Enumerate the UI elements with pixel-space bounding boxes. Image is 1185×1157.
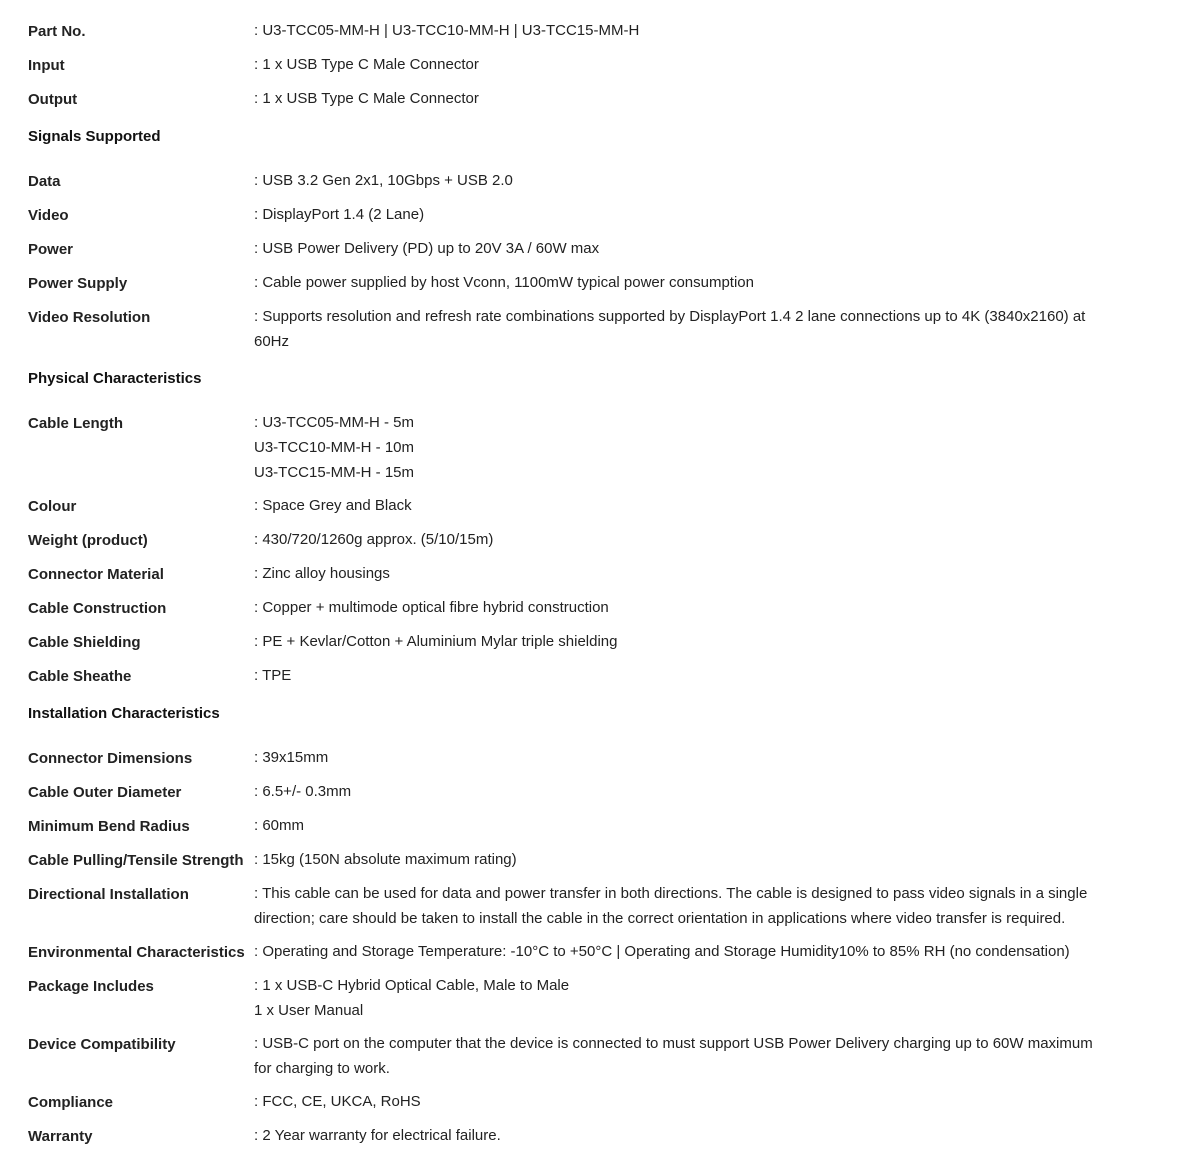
spec-value-line: : USB-C port on the computer that the device is connected to must support USB Power Delivery charging up to 60W maximum (254, 1035, 1093, 1052)
spec-row-compliance (28, 1089, 1148, 1123)
spec-label: Output (28, 91, 78, 108)
spec-label: Part No. (28, 23, 86, 40)
spec-label: Cable Pulling/Tensile Strength (28, 852, 244, 869)
spec-row-part-no (28, 18, 1148, 52)
spec-row-video-resolution (28, 304, 1148, 362)
spec-label: Connector Dimensions (28, 750, 193, 767)
spec-value: : Operating and Storage Temperature: -10°C to +50°C | Operating and Storage Humidity10% to 85% RH (no condensation) (254, 943, 1070, 960)
spec-value-line: : U3-TCC05-MM-H - 5m (254, 414, 414, 431)
section-heading: Physical Characteristics (28, 370, 202, 387)
section-signals-supported (28, 120, 1148, 168)
spec-value-line: 60Hz (254, 333, 290, 350)
spec-label: Connector Material (28, 566, 164, 583)
spec-row-power-supply (28, 270, 1148, 304)
spec-value: : USB 3.2 Gen 2x1, 10Gbps + USB 2.0 (254, 172, 513, 189)
spec-value-line: direction; care should be taken to install the cable in the correct orientation in applications where video transfer is required. (254, 910, 1066, 927)
spec-value: : 60mm (254, 817, 305, 834)
spec-label: Device Compatibility (28, 1036, 176, 1053)
spec-label: Minimum Bend Radius (28, 818, 190, 835)
spec-table (28, 18, 1148, 1157)
spec-row-environmental (28, 939, 1148, 973)
spec-label: Power Supply (28, 275, 128, 292)
spec-label: Video Resolution (28, 309, 151, 326)
section-heading: Installation Characteristics (28, 705, 220, 722)
spec-row-package-includes (28, 973, 1148, 1031)
spec-label: Cable Construction (28, 600, 167, 617)
spec-row-output (28, 86, 1148, 120)
spec-value: : 1 x USB Type C Male Connector (254, 56, 479, 73)
spec-row-data (28, 168, 1148, 202)
spec-value: : 430/720/1260g approx. (5/10/15m) (254, 531, 494, 548)
spec-value: : 2 Year warranty for electrical failure. (254, 1127, 501, 1144)
spec-value (254, 410, 1148, 493)
spec-label: Colour (28, 498, 77, 515)
spec-value: : 6.5+/- 0.3mm (254, 783, 352, 800)
spec-value: : Cable power supplied by host Vconn, 1100mW typical power consumption (254, 274, 754, 291)
spec-value: : Zinc alloy housings (254, 565, 390, 582)
spec-label: Cable Length (28, 415, 124, 432)
spec-label: Cable Outer Diameter (28, 784, 182, 801)
spec-label: Environmental Characteristics (28, 944, 245, 961)
spec-row-cable-length (28, 410, 1148, 493)
spec-row-power (28, 236, 1148, 270)
spec-label: Input (28, 57, 65, 74)
spec-value-line: : Supports resolution and refresh rate combinations supported by DisplayPort 1.4 2 lane connections up to 4K (3840x2160) at (254, 308, 1086, 325)
spec-value: : TPE (254, 667, 292, 684)
spec-value-line: : This cable can be used for data and power transfer in both directions. The cable is designed to pass video signals in a single (254, 885, 1088, 902)
spec-row-cable-shielding (28, 629, 1148, 663)
spec-row-connector-material (28, 561, 1148, 595)
spec-value: : Space Grey and Black (254, 497, 412, 514)
spec-label: Power (28, 241, 74, 258)
spec-value (254, 304, 1148, 362)
spec-label: Cable Shielding (28, 634, 141, 651)
spec-row-cable-sheathe (28, 663, 1148, 697)
spec-row-video (28, 202, 1148, 236)
spec-value: : USB Power Delivery (PD) up to 20V 3A / 60W max (254, 240, 600, 257)
spec-row-cable-construction (28, 595, 1148, 629)
spec-value: : 1 x USB Type C Male Connector (254, 90, 479, 107)
spec-value: : 39x15mm (254, 749, 329, 766)
spec-label: Cable Sheathe (28, 668, 132, 685)
spec-label: Package Includes (28, 978, 154, 995)
spec-label: Weight (product) (28, 532, 148, 549)
spec-value: : Copper + multimode optical fibre hybrid construction (254, 599, 609, 616)
spec-row-device-compatibility (28, 1031, 1148, 1089)
spec-value: : FCC, CE, UKCA, RoHS (254, 1093, 421, 1110)
spec-label: Directional Installation (28, 886, 189, 903)
spec-value-line: 1 x User Manual (254, 1002, 364, 1019)
spec-label: Warranty (28, 1128, 93, 1145)
spec-value-line: U3-TCC15-MM-H - 15m (254, 464, 415, 481)
spec-value: : PE + Kevlar/Cotton + Aluminium Mylar triple shielding (254, 633, 618, 650)
spec-row-warranty (28, 1123, 1148, 1157)
spec-value (254, 973, 1148, 1031)
spec-row-directional-installation (28, 881, 1148, 939)
spec-label: Data (28, 173, 61, 190)
spec-row-min-bend-radius (28, 813, 1148, 847)
spec-row-tensile-strength (28, 847, 1148, 881)
spec-label: Compliance (28, 1094, 114, 1111)
spec-row-input (28, 52, 1148, 86)
spec-value (254, 1031, 1148, 1089)
spec-value: : DisplayPort 1.4 (2 Lane) (254, 206, 425, 223)
spec-value: : U3-TCC05-MM-H | U3-TCC10-MM-H | U3-TCC15-MM-H (254, 22, 640, 39)
spec-row-weight (28, 527, 1148, 561)
spec-value-line: : 1 x USB-C Hybrid Optical Cable, Male to Male (254, 977, 570, 994)
section-physical-characteristics (28, 362, 1148, 410)
section-heading: Signals Supported (28, 128, 161, 145)
spec-row-connector-dimensions (28, 745, 1148, 779)
spec-row-colour (28, 493, 1148, 527)
spec-value: : 15kg (150N absolute maximum rating) (254, 851, 517, 868)
section-installation-characteristics (28, 697, 1148, 745)
spec-label: Video (28, 207, 69, 224)
spec-value (254, 881, 1148, 939)
spec-row-cable-outer-diameter (28, 779, 1148, 813)
spec-value-line: U3-TCC10-MM-H - 10m (254, 439, 415, 456)
spec-value-line: for charging to work. (254, 1060, 390, 1077)
